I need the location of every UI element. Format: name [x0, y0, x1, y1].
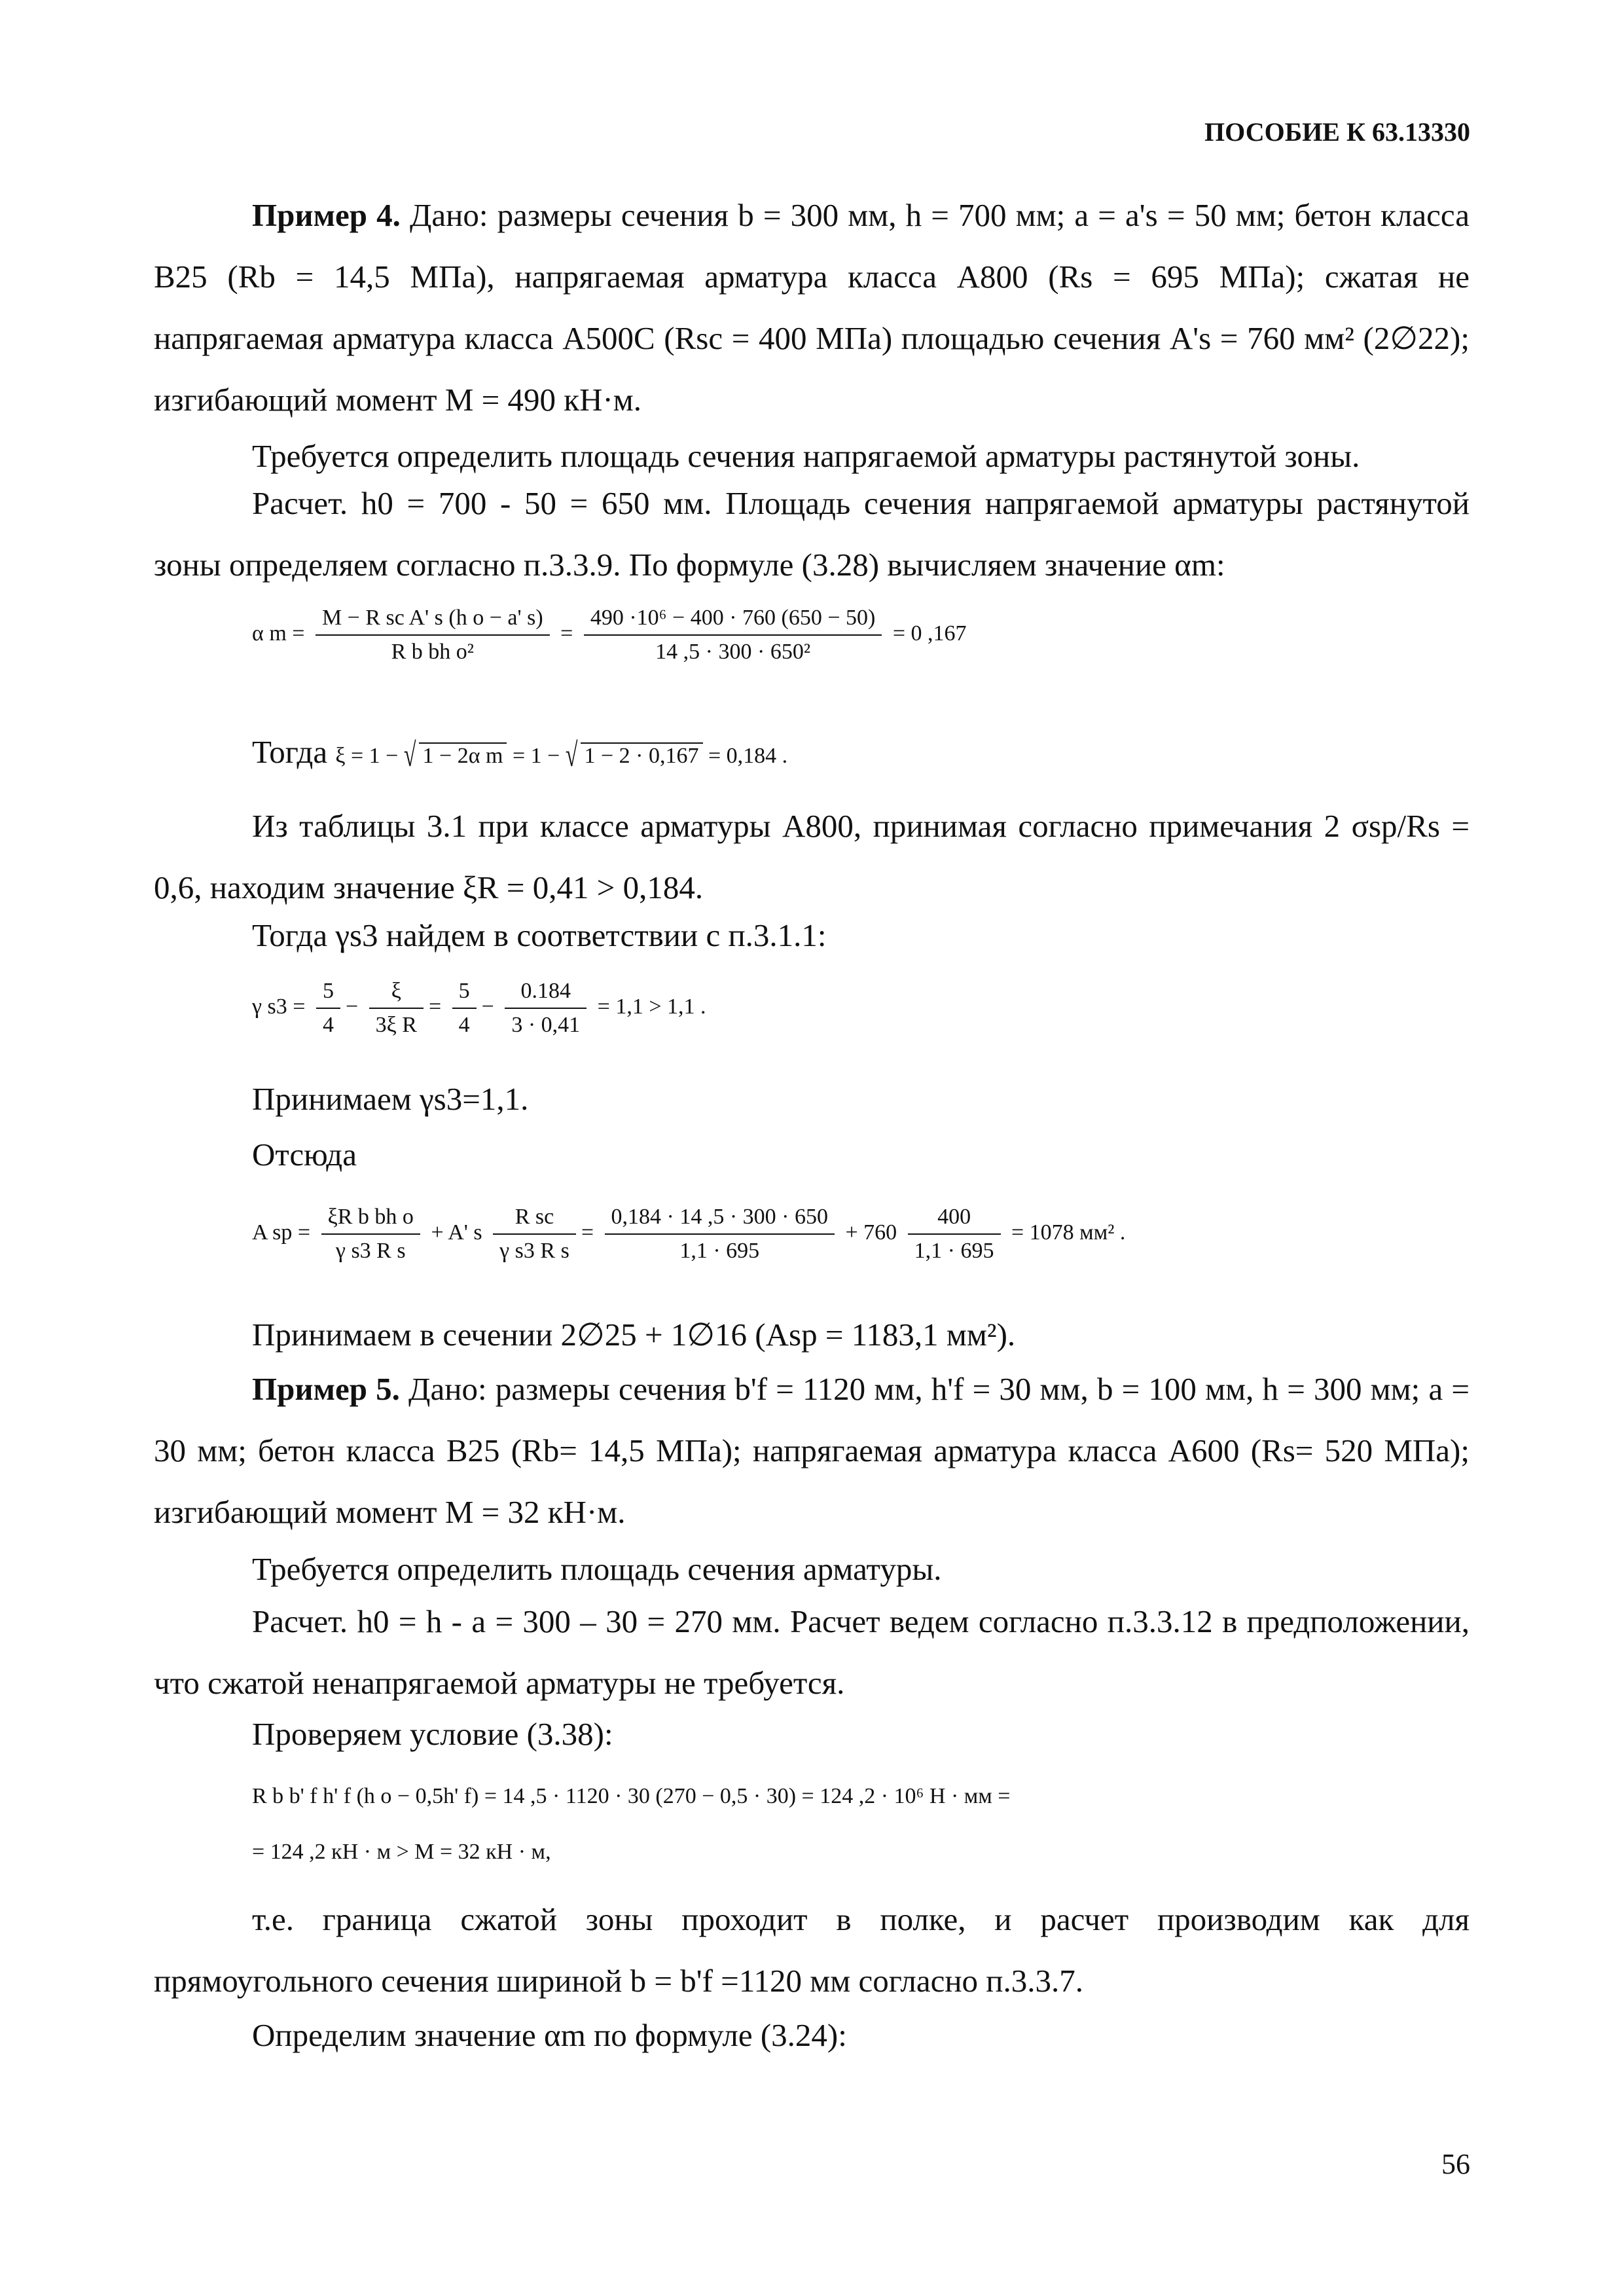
- example-5-task: Требуется определить площадь сечения арматуры.: [252, 1551, 942, 1587]
- page-header: ПОСОБИЕ К 63.13330: [1204, 117, 1470, 147]
- formula-a-sp: A sp = $\frac{\text{ξR b bh o}}{\text{γ s3 R s}}$ + A' s $\frac{\text{R sc}}{\text{γ s3 R s}}$ = $\frac{0,184 \cdot 14 ,5 \cdot 300 \cdot 650}{1,1 \cdot 695}$ + 760 $\frac{400}{1,1 \cdot 695}$ = 1078 мм² .: [252, 1205, 1126, 1263]
- formula-xi: Тогда ξ = 1 − √ 1 − 2α m = 1 − √ 1 − 2 · 0,167 = 0,184 .: [252, 734, 788, 774]
- example-4-accept-gamma: Принимаем γs3=1,1.: [252, 1081, 529, 1117]
- formula-check-line-2: = 124 ,2 кН · м > M = 32 кН · м,: [252, 1840, 551, 1864]
- example-4-title: Пример 4.: [252, 197, 401, 233]
- page-number: 56: [1441, 2148, 1470, 2180]
- example-5-calc: Расчет. h0 = h - a = 300 – 30 = 270 мм. Расчет ведем согласно п.3.3.12 в предположении, что сжатой ненапрягаемой арматуры не требуется.: [154, 1603, 1470, 1701]
- example-5-determine: Определим значение αm по формуле (3.24):: [252, 2017, 847, 2053]
- example-5-check: Проверяем условие (3.38):: [252, 1716, 613, 1752]
- example-4-given: Пример 4. Дано: размеры сечения b = 300 мм, h = 700 мм; a = a's = 50 мм; бетон класса В25 (Rb = 14,5 МПа), напрягаемая арматура класса А800 (Rs = 695 МПа); сжатая не напрягаемая арматура класса А500С (Rsc = 400 МПа) площадью сечения A's = 760 мм² (2∅22); изгибающий момент M = 490 кН·м.: [154, 197, 1470, 418]
- example-4-gamma-intro: Тогда γs3 найдем в соответствии с п.3.1.1:: [252, 917, 827, 953]
- example-5-given: Пример 5. Дано: размеры сечения b'f = 1120 мм, h'f = 30 мм, b = 100 мм, h = 300 мм; a = 30 мм; бетон класса В25 (Rb= 14,5 МПа); напрягаемая арматура класса А600 (Rs= 520 МПа); изгибающий момент M = 32 кН·м.: [154, 1371, 1470, 1530]
- example-4-accept-section: Принимаем в сечении 2∅25 + 1∅16 (Asp = 1183,1 мм²).: [252, 1317, 1016, 1353]
- example-4-hence: Отсюда: [252, 1137, 357, 1173]
- formula-alpha-m: α m = $\frac{\text{M − R sc A' s (h o − a' s)}}{\text{R b bh o²}}$ = $\frac{\text{490 ·10⁶ − 400 · 760 (650 − 50)}}{\text{14 ,5 · 300 · 650²}}$ = 0 ,167: [252, 606, 967, 664]
- example-4-table-ref: Из таблицы 3.1 при классе арматуры А800, принимая согласно примечания 2 σsp/Rs = 0,6, находим значение ξR = 0,41 > 0,184.: [154, 808, 1470, 905]
- example-4-task: Требуется определить площадь сечения напрягаемой арматуры растянутой зоны.: [252, 438, 1360, 474]
- formula-check-line-1: R b b' f h' f (h o − 0,5h' f) = 14 ,5 · 1120 · 30 (270 − 0,5 · 30) = 124 ,2 · 10⁶ Н · мм =: [252, 1784, 1011, 1808]
- formula-gamma-s3: γ s3 = $\frac{5}{4}$ − $\frac{\xi}{\text{3ξ R}}$ = $\frac{5}{4}$ − $\frac{0.184}{3 \cdot 0,41}$ = 1,1 > 1,1 .: [252, 979, 706, 1037]
- example-5-title: Пример 5.: [252, 1371, 400, 1407]
- example-4-calc: Расчет. h0 = 700 - 50 = 650 мм. Площадь сечения напрягаемой арматуры растянутой зоны определяем согласно п.3.3.9. По формуле (3.28) вычисляем значение αm:: [154, 485, 1470, 583]
- example-5-boundary: т.е. граница сжатой зоны проходит в полке, и расчет производим как для прямоугольного сечения шириной b = b'f =1120 мм согласно п.3.3.7.: [154, 1901, 1470, 1999]
